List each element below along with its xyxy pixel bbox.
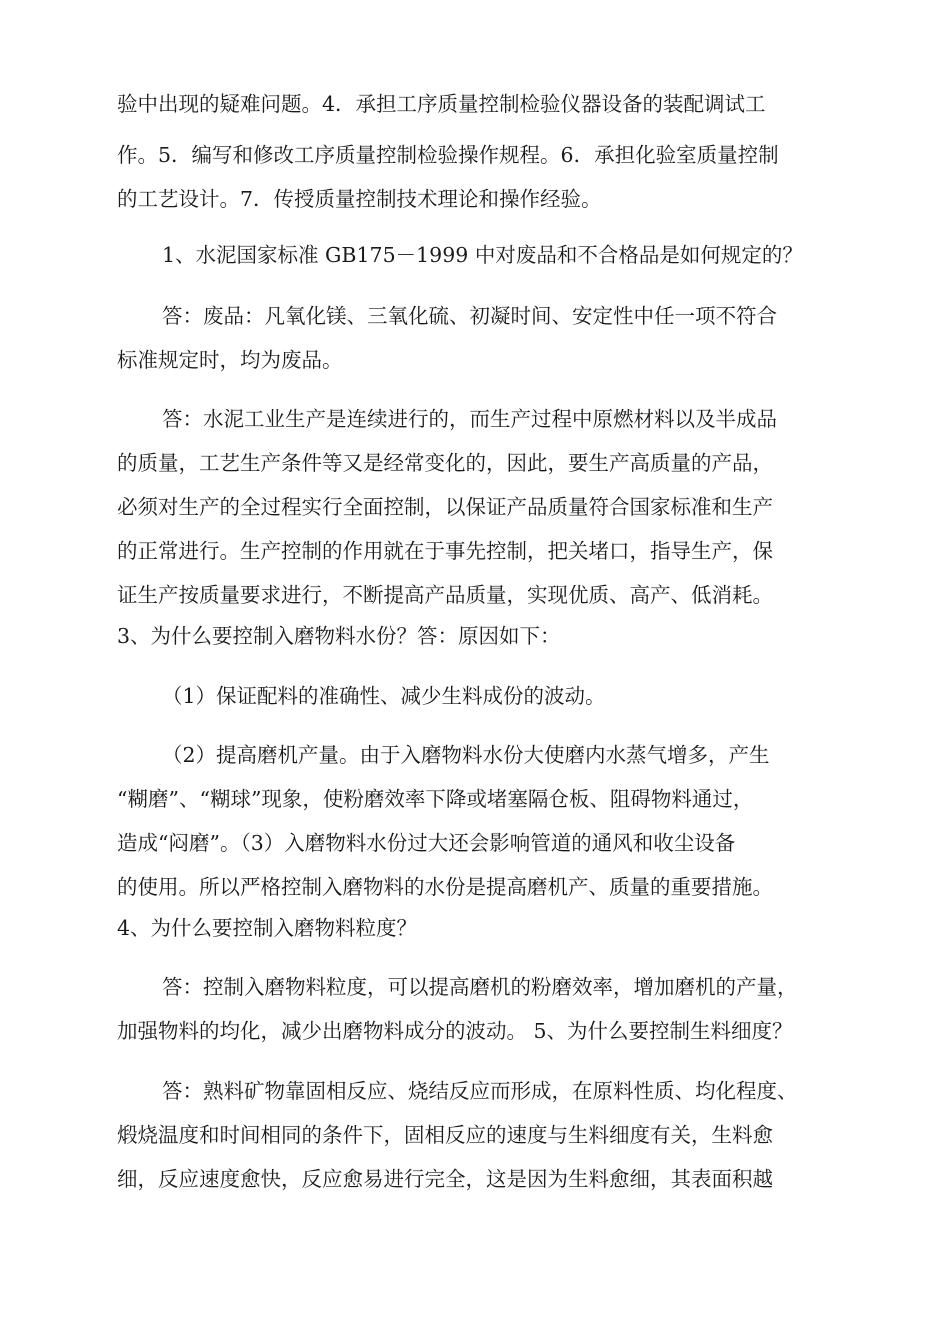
text-line: 细，反应速度愈快，反应愈易进行完全，这是因为生料愈细，其表面积越 xyxy=(117,1167,773,1191)
text-line: 证生产按质量要求进行，不断提高产品质量，实现优质、高产、低消耗。 xyxy=(117,583,773,607)
text-line: （2）提高磨机产量。由于入磨物料水份大使磨内水蒸气增多，产生 xyxy=(162,743,770,767)
text-line: 1、水泥国家标准 GB175－1999 中对废品和不合格品是如何规定的？ xyxy=(162,243,803,267)
text-line: 煅烧温度和时间相同的条件下，固相反应的速度与生料细度有关，生料愈 xyxy=(117,1123,773,1147)
text-line: 答：熟料矿物靠固相反应、烧结反应而形成，在原料性质、均化程度、 xyxy=(162,1079,798,1103)
text-line: 答：控制入磨物料粒度，可以提高磨机的粉磨效率，增加磨机的产量， xyxy=(162,975,798,999)
text-line: （1）保证配料的准确性、减少生料成份的波动。 xyxy=(162,684,606,708)
text-line: 的正常进行。生产控制的作用就在于事先控制，把关堵口，指导生产，保 xyxy=(117,539,773,563)
text-line: “糊磨”、“糊球”现象，使粉磨效率下降或堵塞隔仓板、阻碍物料通过， xyxy=(117,787,754,811)
text-line: 造成“闷磨”。（3）入磨物料水份过大还会影响管道的通风和收尘设备 xyxy=(117,831,736,855)
text-line: 加强物料的均化，减少出磨物料成分的波动。 5、为什么要控制生料细度？ xyxy=(117,1019,793,1043)
text-line: 答：废品：凡氧化镁、三氧化硫、初凝时间、安定性中任一项不符合 xyxy=(162,304,777,328)
text-line: 的使用。所以严格控制入磨物料的水份是提高磨机产、质量的重要措施。 xyxy=(117,875,773,899)
text-line: 标准规定时，均为废品。 xyxy=(117,348,343,372)
text-line: 的质量，工艺生产条件等又是经常变化的，因此，要生产高质量的产品， xyxy=(117,451,773,475)
text-line: 作。5．编写和修改工序质量控制检验操作规程。6．承担化验室质量控制 xyxy=(117,143,779,167)
text-line: 必须对生产的全过程实行全面控制，以保证产品质量符合国家标准和生产 xyxy=(117,495,773,519)
text-line: 答：水泥工业生产是连续进行的，而生产过程中原燃材料以及半成品 xyxy=(162,407,777,431)
text-line: 4、为什么要控制入磨物料粒度？ xyxy=(117,916,418,940)
text-line: 验中出现的疑难问题。4．承担工序质量控制检验仪器设备的装配调试工 xyxy=(117,92,766,116)
text-line: 3、为什么要控制入磨物料水份？答：原因如下： xyxy=(117,624,561,648)
text-line: 的工艺设计。7．传授质量控制技术理论和操作经验。 xyxy=(117,187,602,211)
